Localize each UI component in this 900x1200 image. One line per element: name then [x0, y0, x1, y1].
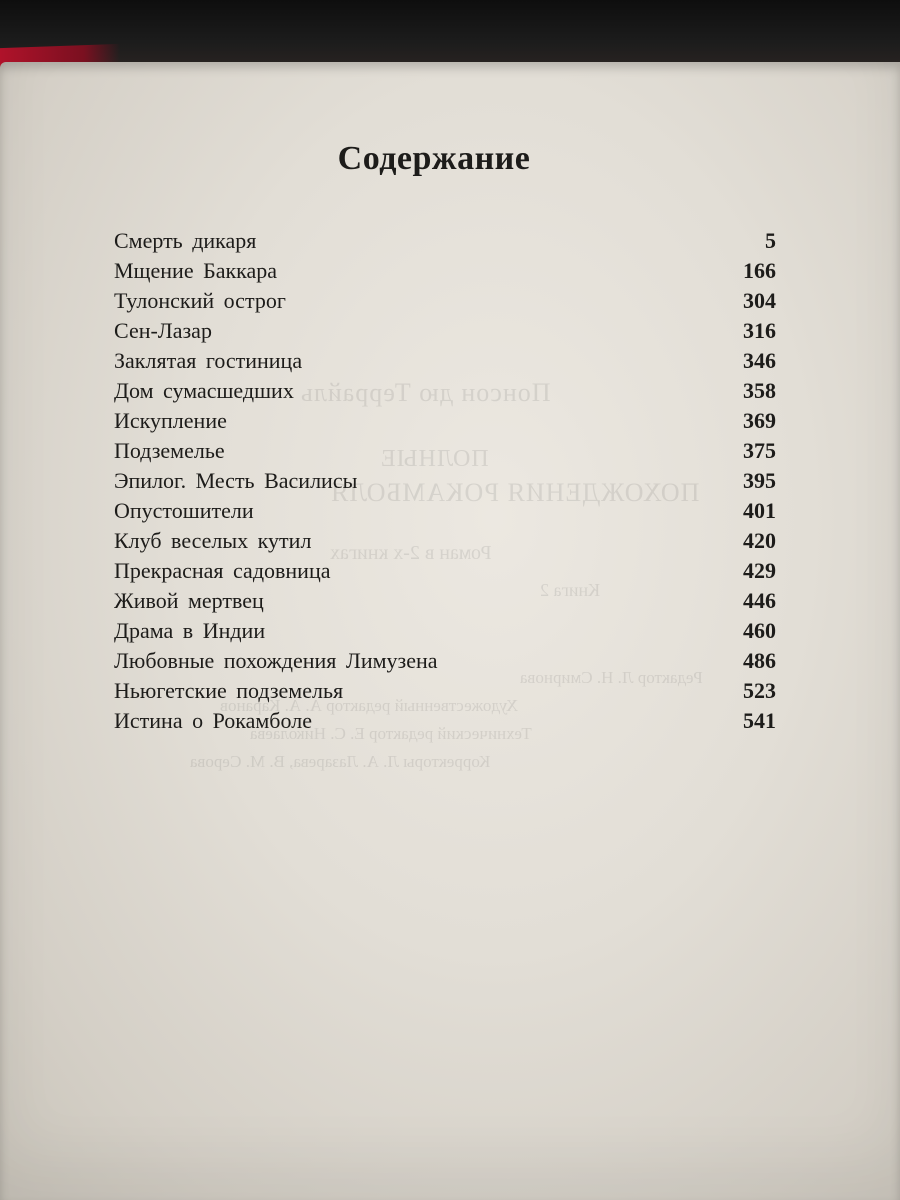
toc-entry — [104, 256, 776, 286]
toc-entry-page: 375 — [743, 438, 776, 463]
toc-entry — [104, 286, 776, 316]
toc-entry-page: 401 — [743, 498, 776, 523]
toc-entry-title: Мщение Баккара — [114, 258, 278, 283]
toc-entry-title: Опустошители — [114, 498, 254, 523]
toc-entry-title: Смерть дикаря — [114, 228, 257, 253]
toc-entry-title: Искупление — [114, 408, 227, 433]
toc-entry — [104, 676, 776, 706]
book-top-edge — [0, 0, 900, 70]
toc-entry-page: 346 — [743, 348, 776, 373]
page-title: Содержание — [337, 140, 531, 177]
toc-entry-page: 166 — [743, 258, 776, 283]
toc-entry-title: Истина о Рокамболе — [114, 708, 312, 733]
toc-entry-title: Ньюгетские подземелья — [114, 678, 344, 703]
toc-entry-page: 5 — [765, 228, 776, 253]
toc-entry — [104, 706, 776, 736]
toc-entry-page: 369 — [743, 408, 776, 433]
table-of-contents — [104, 226, 776, 736]
toc-entry — [104, 556, 776, 586]
toc-entry-title: Заклятая гостиница — [114, 348, 303, 373]
toc-entry-page: 523 — [743, 678, 776, 703]
toc-entry-page: 486 — [743, 648, 776, 673]
toc-entry — [104, 346, 776, 376]
toc-entry — [104, 226, 776, 256]
toc-entry — [104, 646, 776, 676]
toc-entry — [104, 616, 776, 646]
toc-entry — [104, 316, 776, 346]
toc-entry-page: 420 — [743, 528, 776, 553]
toc-entry — [104, 466, 776, 496]
toc-entry-title: Клуб веселых кутил — [114, 528, 312, 553]
toc-entry-page: 395 — [743, 468, 776, 493]
toc-entry — [104, 436, 776, 466]
toc-entry-title: Подземелье — [114, 438, 225, 463]
toc-entry-title: Драма в Индии — [114, 618, 266, 643]
toc-entry — [104, 496, 776, 526]
toc-entry-page: 541 — [743, 708, 776, 733]
toc-entry — [104, 376, 776, 406]
toc-entry-page: 460 — [743, 618, 776, 643]
toc-entry-page: 429 — [743, 558, 776, 583]
toc-entry — [104, 586, 776, 616]
toc-entry — [104, 406, 776, 436]
toc-entry-page: 316 — [743, 318, 776, 343]
toc-entry — [104, 526, 776, 556]
toc-entry-page: 446 — [743, 588, 776, 613]
toc-entry-title: Эпилог. Месть Василисы — [114, 468, 358, 493]
toc-entry-title: Дом сумасшедших — [114, 378, 294, 403]
toc-entry-title: Любовные похождения Лимузена — [114, 648, 438, 673]
toc-entry-title: Прекрасная садовница — [114, 558, 331, 583]
toc-entry-title: Живой мертвец — [114, 588, 264, 613]
toc-entry-page: 304 — [743, 288, 776, 313]
toc-entry-page: 358 — [743, 378, 776, 403]
toc-entry-title: Сен-Лазар — [114, 318, 212, 343]
toc-entry-title: Тулонский острог — [114, 288, 286, 313]
